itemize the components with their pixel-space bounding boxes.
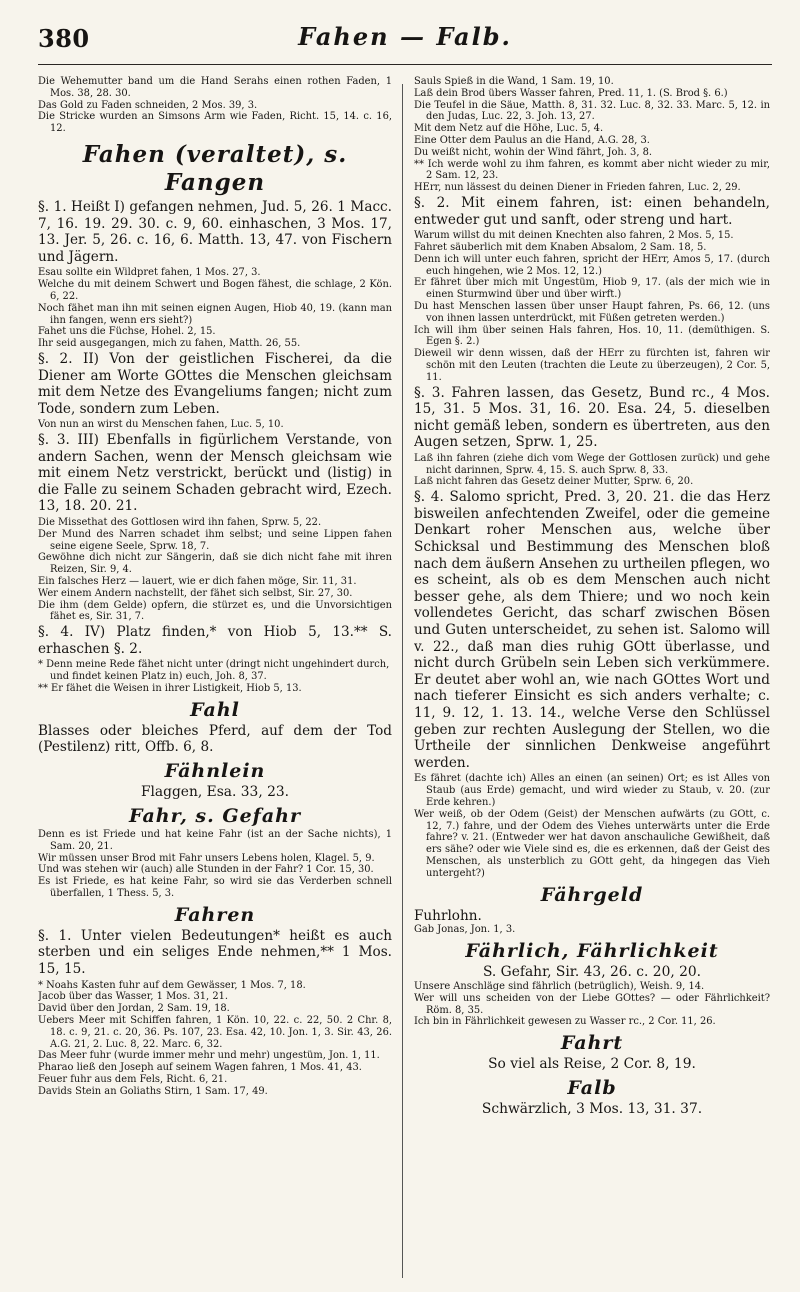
entry-text: Flaggen, Esa. 33, 23.	[140, 784, 290, 801]
entry-lead: So viel als Reise, 2 Cor. 8, 19.	[488, 1056, 696, 1073]
example-line: Ich bin in Fährlichkeit gewesen zu Wasser rc., 2 Cor. 11, 26.	[414, 1016, 716, 1028]
section-text: §. 2. Mit einem fahren, ist: einen behandeln, entweder gut und sanft, oder streng und hart.	[414, 194, 770, 228]
example-line: Laß dein Brod übers Wasser fahren, Pred. 11, 1. (S. Brod §. 6.)	[414, 87, 728, 99]
example-line: Die ihm (dem Gelde) opfern, die stürzet es, und die Unvorsichtigen fähet es, Sir. 31, 7.	[38, 599, 392, 623]
example-line: Wir müssen unser Brod mit Fahr unsers Lebens holen, Klagel. 5, 9.	[38, 852, 375, 864]
example-line: Er fähret über mich mit Ungestüm, Hiob 9, 17. (als der mich wie in einen Sturmwind über und über wirft.)	[414, 277, 770, 301]
example-line: Laß ihn fahren (ziehe dich vom Wege der Gottlosen zurück) und gehe nicht darinnen, Sprw. 4, 15. S. auch Sprw. 8, 33.	[414, 452, 770, 476]
example-line: Denn es ist Friede und hat keine Fahr (ist an der Sache nichts), 1 Sam. 20, 21.	[38, 829, 392, 852]
example-line: Ich will ihm über seinen Hals fahren, Hos. 10, 11. (demüthigen. S. Egen §. 2.)	[414, 324, 770, 348]
example-line: Wer will uns scheiden von der Liebe GOttes? — oder Fährlichkeit? Röm. 8, 35.	[414, 992, 770, 1016]
entry-lead: S. Gefahr, Sir. 43, 26. c. 20, 20.	[482, 963, 702, 980]
example-line: Die Stricke wurden an Simsons Arm wie Faden, Richt. 15, 14. c. 16, 12.	[38, 111, 392, 135]
footnote: * Denn meine Rede fähet nicht unter (dringt nicht ungehindert durch, und findet keinen Platz in) euch, Joh. 8, 37.	[38, 659, 390, 683]
column-divider	[402, 84, 403, 1278]
example-line: Feuer fuhr aus dem Fels, Richt. 6, 21.	[38, 1073, 228, 1085]
entry-heading-faehnlein: Fähnlein	[164, 760, 266, 783]
example-line: Gab Jonas, Jon. 1, 3.	[414, 924, 516, 936]
example-line: ** Ich werde wohl zu ihm fahren, es kommt aber nicht wieder zu mir, 2 Sam. 12, 23.	[414, 158, 770, 182]
page-number: 380	[38, 24, 90, 53]
example-line: Ein falsches Herz — lauert, wie er dich fahen möge, Sir. 11, 31.	[38, 576, 357, 588]
example-line: Von nun an wirst du Menschen fahen, Luc. 5, 10.	[38, 419, 284, 431]
entry-heading-fahrt: Fahrt	[560, 1032, 624, 1055]
example-line: Davids Stein an Goliaths Stirn, 1 Sam. 17, 49.	[38, 1085, 268, 1097]
example-line: Uebers Meer mit Schiffen fahren, 1 Kön. 10, 22. c. 22, 50. 2 Chr. 8, 18. c. 9, 21. c. 20, 36. Ps. 107, 23. Esa. 42, 10. Jon. 1, 3. Sir. 43, 26. A.G. 21, 2. Luc. 8, 22. Marc. 6, 32.	[38, 1014, 392, 1050]
entry-heading-fahr: Fahr, s. Gefahr	[129, 805, 301, 828]
example-line: Warum willst du mit deinen Knechten also fahren, 2 Mos. 5, 15.	[414, 230, 734, 242]
section-text: §. 4. Salomo spricht, Pred. 3, 20. 21. die das Herz bisweilen anfechtenden Zweifel, oder die gemeine Denkart roher Menschen aus, welche über Schicksal und Bestimmung des Menschen bloß nach dem äußern Ansehen zu urtheilen pflegen, wo es scheint, als ob es dem Menschen auch nicht besser gehe, als dem Thiere; und wo noch kein vollendetes Gericht, das scharf zwischen Bösen und Guten unterscheidet, zu sehen ist. Salomo will v. 22., daß man dies ruhig GOtt überlasse, und nicht durch Grübeln sein Leben sich verkümmere. Er deutet aber wohl an, wie nach GOttes Wort und nach tieferer Einsicht es sich anders verhalte; c. 11, 9. 12, 1. 13. 14., welche Verse den Schlüssel geben zur rechten Auslegung der Stellen, wo die Urtheile der sinnlichen Denkweise angeführt werden.	[414, 489, 770, 771]
example-line: Es ist Friede, es hat keine Fahr, so wird sie das Verderben schnell überfallen, 1 Thess. 5, 3.	[38, 876, 392, 899]
entry-lead: Fuhrlohn.	[414, 907, 482, 924]
example-line: Esau sollte ein Wildpret fahen, 1 Mos. 27, 3.	[38, 267, 261, 279]
example-line: Es fähret (dachte ich) Alles an einen (an seinen) Ort; es ist Alles von Staub (aus Erde) gemacht, und wird wieder zu Staub, v. 20. (zur Erde kehren.)	[414, 773, 770, 808]
footnote: ** Er fähet die Weisen in ihrer Listigkeit, Hiob 5, 13.	[38, 683, 302, 695]
example-line: Das Meer fuhr (wurde immer mehr und mehr) ungestüm, Jon. 1, 11.	[38, 1050, 380, 1062]
page-header	[38, 20, 772, 65]
example-line: Die Missethat des Gottlosen wird ihn fahen, Sprw. 5, 22.	[38, 517, 322, 529]
section-text: §. 1. Unter vielen Bedeutungen* heißt es auch sterben und ein seliges Ende nehmen,** 1 Mos. 15, 15.	[38, 927, 392, 977]
running-head: Fahen — Falb.	[298, 22, 512, 51]
section-text: §. 1. Heißt I) gefangen nehmen, Jud. 5, 26. 1 Macc. 7, 16. 19. 29. 30. c. 9, 60. einhaschen, 3 Mos. 17, 13. Jer. 5, 26. c. 16, 6. Matth. 13, 47. von Fischern und Jägern.	[38, 198, 392, 265]
example-line: Ihr seid ausgegangen, mich zu fahen, Matth. 26, 55.	[38, 338, 301, 350]
example-line: Wer weiß, ob der Odem (Geist) der Menschen aufwärts (zu GOtt, c. 12, 7.) fahre, und der Odem des Viehes unterwärts unter die Erde fahre? v. 21. (Entweder wer hat davon anschauliche Gewißheit, daß ers sähe? oder wie Viele sind es, die es erkennen, daß der Geist des Menschen, als unsterblich zu GOtt geht, da hingegen das Vieh untergeht?)	[414, 808, 770, 879]
left-column	[38, 76, 392, 1286]
entry-heading-falb: Falb	[567, 1077, 617, 1100]
section-text: §. 3. Fahren lassen, das Gesetz, Bund rc., 4 Mos. 15, 31. 5 Mos. 31, 16. 20. Esa. 24, 5. dieselben nicht gemäß leben, sondern es übertreten, aus den Augen setzen, Sprw. 1, 25.	[414, 384, 770, 451]
example-line: Du hast Menschen lassen über unser Haupt fahren, Ps. 66, 12. (uns von ihnen lassen unterdrückt, mit Füßen getreten werden.)	[414, 300, 770, 324]
entry-heading-fahren: Fahren	[174, 903, 256, 926]
section-text: §. 3. III) Ebenfalls in figürlichem Verstande, von andern Sachen, wenn der Mensch gleichsam wie mit einem Netz verstrickt, berückt und (listig) in die Falle zu seinem Schaden gebracht wird, Ezech. 13, 18. 20. 21.	[38, 432, 392, 515]
example-line: Und was stehen wir (auch) alle Stunden in der Fahr? 1 Cor. 15, 30.	[38, 864, 374, 876]
example-line: Die Teufel in die Säue, Matth. 8, 31. 32. Luc. 8, 32. 33. Marc. 5, 12. in den Judas, Luc. 22, 3. Joh. 13, 27.	[414, 99, 770, 123]
right-column	[414, 76, 770, 1286]
entry-heading-faehrgeld: Fährgeld	[540, 883, 644, 906]
example-line: * Noahs Kasten fuhr auf dem Gewässer, 1 Mos. 7, 18.	[38, 979, 306, 991]
example-line: Der Mund des Narren schadet ihm selbst; und seine Lippen fahen seine eigene Seele, Sprw. 18, 7.	[38, 528, 392, 552]
example-line: Pharao ließ den Joseph auf seinem Wagen fahren, 1 Mos. 41, 43.	[38, 1062, 362, 1074]
entry-heading-fahl: Fahl	[190, 698, 240, 721]
example-line: David über den Jordan, 2 Sam. 19, 18.	[38, 1003, 230, 1015]
example-line: Denn ich will unter euch fahren, spricht der HErr, Amos 5, 17. (durch euch hingehen, wie 2 Mos. 12, 12.)	[414, 253, 770, 277]
section-text: §. 2. II) Von der geistlichen Fischerei, da die Diener am Worte GOttes die Menschen gleichsam mit dem Netze des Evangeliums fangen; nicht zum Tode, sondern zum Leben.	[38, 350, 392, 417]
example-line: Jacob über das Wasser, 1 Mos. 31, 21.	[38, 991, 229, 1003]
entry-lead: Schwärzlich, 3 Mos. 13, 31. 37.	[481, 1101, 703, 1118]
example-line: Noch fähet man ihn mit seinen eignen Augen, Hiob 40, 19. (kann man ihn fangen, wenn ers sieht?)	[38, 302, 392, 326]
entry-text: Blasses oder bleiches Pferd, auf dem der Tod (Pestilenz) ritt, Offb. 6, 8.	[38, 722, 392, 756]
example-line: Mit dem Netz auf die Höhe, Luc. 5, 4.	[414, 123, 604, 135]
entry-heading-fahen: Fahen (veraltet), s. Fangen	[82, 140, 348, 196]
example-line: Du weißt nicht, wohin der Wind fährt, Joh. 3, 8.	[414, 146, 653, 158]
example-line: Fahet uns die Füchse, Hohel. 2, 15.	[38, 326, 216, 338]
section-text: §. 4. IV) Platz finden,* von Hiob 5, 13.** S. erhaschen §. 2.	[38, 624, 392, 657]
example-line: Gewöhne dich nicht zur Sängerin, daß sie dich nicht fahe mit ihren Reizen, Sir. 9, 4.	[38, 552, 392, 576]
example-line: Dieweil wir denn wissen, daß der HErr zu fürchten ist, fahren wir schön mit den Leuten (trachten die Leute zu überzeugen), 2 Cor. 5, 11.	[414, 348, 770, 383]
example-line: Die Wehemutter band um die Hand Serahs einen rothen Faden, 1 Mos. 38, 28. 30.	[38, 76, 392, 99]
example-line: Das Gold zu Faden schneiden, 2 Mos. 39, 3.	[38, 99, 258, 111]
example-line: Unsere Anschläge sind fährlich (betrüglich), Weish. 9, 14.	[414, 980, 705, 992]
example-line: Laß nicht fahren das Gesetz deiner Mutter, Sprw. 6, 20.	[414, 476, 694, 488]
example-line: Wer einem Andern nachstellt, der fähet sich selbst, Sir. 27, 30.	[38, 587, 353, 599]
example-line: Sauls Spieß in die Wand, 1 Sam. 19, 10.	[414, 76, 614, 87]
example-line: Fahret säuberlich mit dem Knaben Absalom, 2 Sam. 18, 5.	[414, 241, 707, 253]
example-line: Welche du mit deinem Schwert und Bogen fähest, die schlage, 2 Kön. 6, 22.	[38, 279, 392, 302]
example-line: HErr, nun lässest du deinen Diener in Frieden fahren, Luc. 2, 29.	[414, 182, 741, 194]
entry-heading-faehrlich: Fährlich, Fährlichkeit	[465, 939, 719, 962]
example-line: Eine Otter dem Paulus an die Hand, A.G. 28, 3.	[414, 134, 650, 146]
